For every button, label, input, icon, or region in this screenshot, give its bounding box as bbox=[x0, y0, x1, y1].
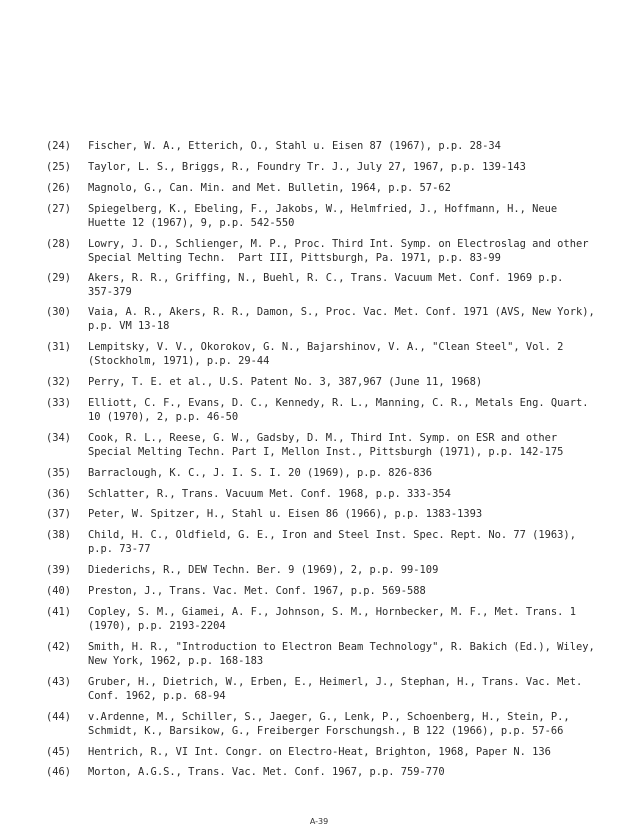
reference-line: Preston, J., Trans. Vac. Met. Conf. 1967, p.p. 569-588 bbox=[88, 585, 426, 597]
reference-line: Smith, H. R., "Introduction to Electron Beam Technology", R. Bakich (Ed.), Wiley, bbox=[88, 641, 595, 653]
reference-line: (Stockholm, 1971), p.p. 29-44 bbox=[88, 355, 270, 367]
reference-number: (46) bbox=[46, 766, 72, 778]
reference-text bbox=[88, 271, 606, 299]
reference-text bbox=[88, 160, 606, 174]
reference-number: (24) bbox=[46, 140, 72, 152]
reference-text bbox=[88, 431, 606, 459]
reference-number: (34) bbox=[46, 432, 72, 444]
reference-number: (35) bbox=[46, 467, 72, 479]
reference-number: (31) bbox=[46, 341, 72, 353]
reference-number: (45) bbox=[46, 746, 72, 758]
reference-line: (1970), p.p. 2193-2204 bbox=[88, 620, 226, 632]
reference-line: Special Melting Techn. Part I, Mellon Inst., Pittsburgh (1971), p.p. 142-175 bbox=[88, 446, 564, 458]
reference-entry bbox=[46, 466, 606, 480]
reference-number: (33) bbox=[46, 397, 72, 409]
reference-number: (44) bbox=[46, 711, 72, 723]
reference-entry bbox=[46, 563, 606, 577]
reference-text bbox=[88, 202, 606, 230]
reference-entry bbox=[46, 340, 606, 368]
reference-text bbox=[88, 396, 606, 424]
reference-text bbox=[88, 139, 606, 153]
reference-number: (42) bbox=[46, 641, 72, 653]
reference-entry bbox=[46, 181, 606, 195]
reference-line: Taylor, L. S., Briggs, R., Foundry Tr. J., July 27, 1967, p.p. 139-143 bbox=[88, 161, 526, 173]
reference-line: Elliott, C. F., Evans, D. C., Kennedy, R. L., Manning, C. R., Metals Eng. Quart. bbox=[88, 397, 589, 409]
reference-line: Vaia, A. R., Akers, R. R., Damon, S., Proc. Vac. Met. Conf. 1971 (AVS, New York), bbox=[88, 306, 595, 318]
reference-line: New York, 1962, p.p. 168-183 bbox=[88, 655, 264, 667]
reference-line: Huette 12 (1967), 9, p.p. 542-550 bbox=[88, 217, 295, 229]
reference-line: 357-379 bbox=[88, 286, 132, 298]
reference-text bbox=[88, 487, 606, 501]
reference-text bbox=[88, 584, 606, 598]
reference-entry bbox=[46, 605, 606, 633]
reference-number: (36) bbox=[46, 488, 72, 500]
reference-text bbox=[88, 181, 606, 195]
reference-line: Barraclough, K. C., J. I. S. I. 20 (1969), p.p. 826-836 bbox=[88, 467, 433, 479]
reference-number: (38) bbox=[46, 529, 72, 541]
reference-line: Conf. 1962, p.p. 68-94 bbox=[88, 690, 226, 702]
reference-line: p.p. 73-77 bbox=[88, 543, 151, 555]
reference-text bbox=[88, 563, 606, 577]
page-number: A-39 bbox=[309, 817, 329, 826]
reference-text bbox=[88, 237, 606, 265]
reference-line: Copley, S. M., Giamei, A. F., Johnson, S. M., Hornbecker, M. F., Met. Trans. 1 bbox=[88, 606, 576, 618]
reference-line: Hentrich, R., VI Int. Congr. on Electro-Heat, Brighton, 1968, Paper N. 136 bbox=[88, 746, 551, 758]
reference-entry bbox=[46, 710, 606, 738]
reference-text bbox=[88, 305, 606, 333]
reference-entry bbox=[46, 675, 606, 703]
reference-entry bbox=[46, 305, 606, 333]
reference-entry bbox=[46, 375, 606, 389]
reference-text bbox=[88, 765, 606, 779]
reference-entry bbox=[46, 528, 606, 556]
reference-number: (30) bbox=[46, 306, 72, 318]
reference-text bbox=[88, 675, 606, 703]
reference-number: (32) bbox=[46, 376, 72, 388]
reference-entry bbox=[46, 487, 606, 501]
reference-line: Lowry, J. D., Schlienger, M. P., Proc. Third Int. Symp. on Electroslag and other bbox=[88, 238, 589, 250]
reference-entry bbox=[46, 139, 606, 153]
reference-line: p.p. VM 13-18 bbox=[88, 320, 170, 332]
reference-line: Lempitsky, V. V., Okorokov, G. N., Bajarshinov, V. A., "Clean Steel", Vol. 2 bbox=[88, 341, 564, 353]
reference-number: (26) bbox=[46, 182, 72, 194]
reference-line: Schlatter, R., Trans. Vacuum Met. Conf. 1968, p.p. 333-354 bbox=[88, 488, 451, 500]
reference-line: Akers, R. R., Griffing, N., Buehl, R. C., Trans. Vacuum Met. Conf. 1969 p.p. bbox=[88, 272, 564, 284]
reference-entry bbox=[46, 745, 606, 759]
reference-text bbox=[88, 375, 606, 389]
reference-line: Peter, W. Spitzer, H., Stahl u. Eisen 86 (1966), p.p. 1383-1393 bbox=[88, 508, 483, 520]
reference-entry bbox=[46, 431, 606, 459]
reference-entry bbox=[46, 237, 606, 265]
reference-list bbox=[46, 139, 606, 786]
reference-line: Morton, A.G.S., Trans. Vac. Met. Conf. 1967, p.p. 759-770 bbox=[88, 766, 445, 778]
reference-entry bbox=[46, 765, 606, 779]
reference-number: (37) bbox=[46, 508, 72, 520]
reference-entry bbox=[46, 584, 606, 598]
reference-number: (40) bbox=[46, 585, 72, 597]
reference-text bbox=[88, 466, 606, 480]
reference-line: Magnolo, G., Can. Min. and Met. Bulletin, 1964, p.p. 57-62 bbox=[88, 182, 451, 194]
reference-entry bbox=[46, 640, 606, 668]
reference-entry bbox=[46, 396, 606, 424]
reference-entry bbox=[46, 507, 606, 521]
reference-text bbox=[88, 340, 606, 368]
reference-number: (39) bbox=[46, 564, 72, 576]
reference-text bbox=[88, 605, 606, 633]
reference-line: v.Ardenne, M., Schiller, S., Jaeger, G., Lenk, P., Schoenberg, H., Stein, P., bbox=[88, 711, 570, 723]
reference-number: (25) bbox=[46, 161, 72, 173]
reference-number: (27) bbox=[46, 203, 72, 215]
reference-number: (43) bbox=[46, 676, 72, 688]
reference-number: (41) bbox=[46, 606, 72, 618]
reference-entry bbox=[46, 271, 606, 299]
reference-line: Perry, T. E. et al., U.S. Patent No. 3, 387,967 (June 11, 1968) bbox=[88, 376, 483, 388]
reference-line: 10 (1970), 2, p.p. 46-50 bbox=[88, 411, 239, 423]
reference-entry bbox=[46, 160, 606, 174]
reference-line: Fischer, W. A., Etterich, O., Stahl u. Eisen 87 (1967), p.p. 28-34 bbox=[88, 140, 501, 152]
reference-number: (28) bbox=[46, 238, 72, 250]
reference-text bbox=[88, 507, 606, 521]
reference-line: Cook, R. L., Reese, G. W., Gadsby, D. M., Third Int. Symp. on ESR and other bbox=[88, 432, 558, 444]
reference-text bbox=[88, 528, 606, 556]
reference-text bbox=[88, 745, 606, 759]
reference-line: Special Melting Techn. Part III, Pittsburgh, Pa. 1971, p.p. 83-99 bbox=[88, 252, 501, 264]
reference-line: Gruber, H., Dietrich, W., Erben, E., Heimerl, J., Stephan, H., Trans. Vac. Met. bbox=[88, 676, 583, 688]
reference-line: Spiegelberg, K., Ebeling, F., Jakobs, W., Helmfried, J., Hoffmann, H., Neue bbox=[88, 203, 558, 215]
reference-number: (29) bbox=[46, 272, 72, 284]
reference-entry bbox=[46, 202, 606, 230]
reference-line: Child, H. C., Oldfield, G. E., Iron and Steel Inst. Spec. Rept. No. 77 (1963), bbox=[88, 529, 576, 541]
reference-text bbox=[88, 710, 606, 738]
reference-line: Schmidt, K., Barsikow, G., Freiberger Forschungsh., B 122 (1966), p.p. 57-66 bbox=[88, 725, 564, 737]
reference-line: Diederichs, R., DEW Techn. Ber. 9 (1969), 2, p.p. 99-109 bbox=[88, 564, 439, 576]
reference-text bbox=[88, 640, 606, 668]
